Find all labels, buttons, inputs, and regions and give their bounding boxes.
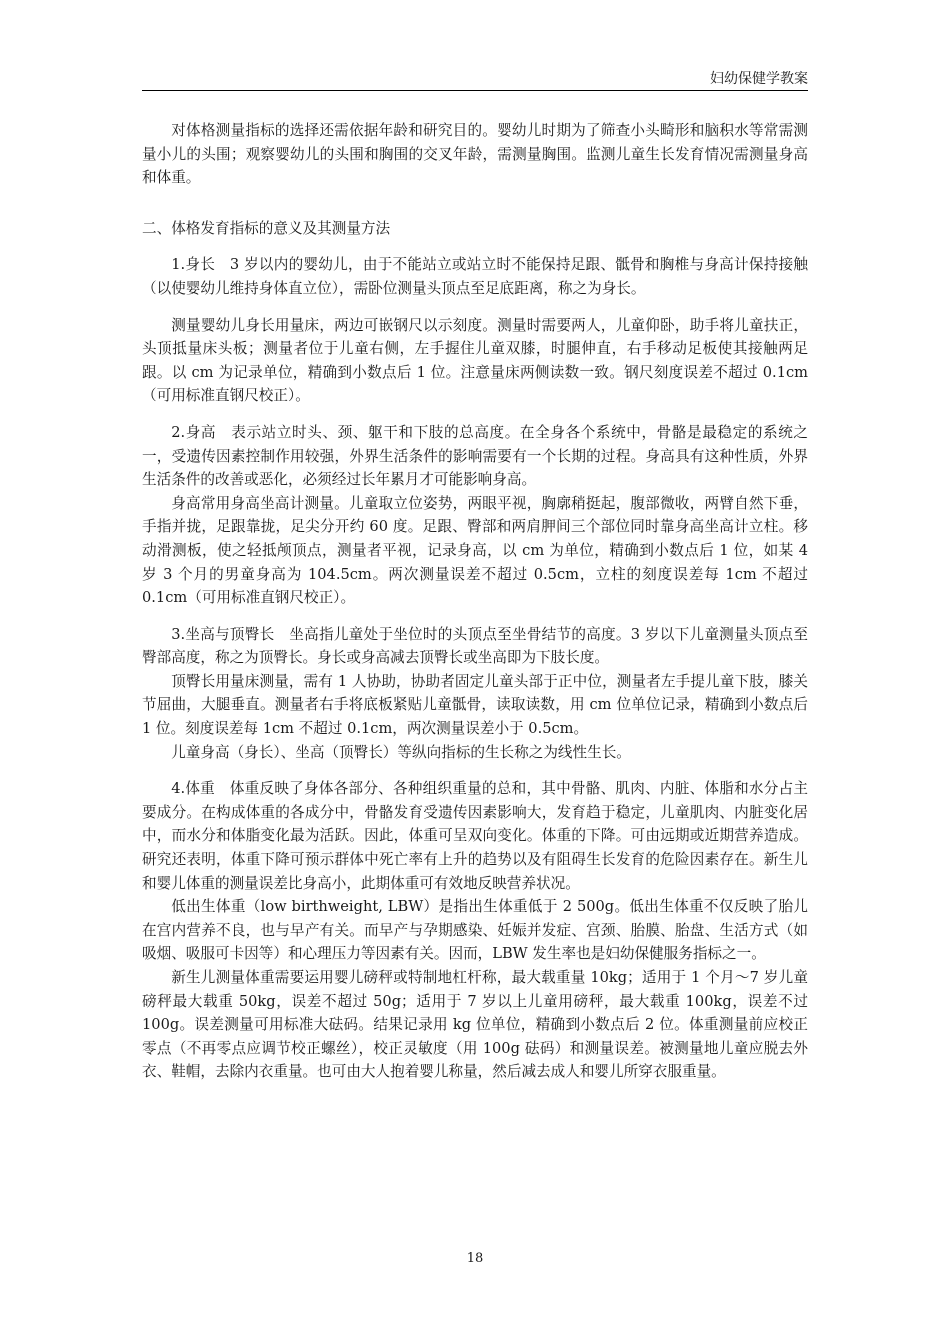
running-header: 妇幼保健学教案	[710, 71, 808, 87]
page-number: 18	[466, 1251, 484, 1266]
paragraph-body-length-method: 测量婴幼儿身长用量床，两边可嵌钢尺以示刻度。测量时需要两人，儿童仰卧，助手将儿童扶正，头顶抵量床头板；测量者位于儿童右侧，左手握住儿童双膝，时腿伸直，右手移动足板使其接触两足跟。以 cm 为记录单位，精确到小数点后 1 位。注意量床两侧读数一致。钢尺刻度误差不超过 0.1cm（可用标准直钢尺校正）。	[142, 316, 808, 405]
paragraph-body-length: 1.身长 3 岁以内的婴幼儿，由于不能站立或站立时不能保持足跟、骶骨和胸椎与身高计保持接触（以使婴幼儿维持身体直立位），需卧位测量头顶点至足底距离，称之为身长。	[142, 256, 808, 297]
paragraph-height: 2.身高 表示站立时头、颈、躯干和下肢的总高度。在全身各个系统中，骨骼是最稳定的系统之一，受遗传因素控制作用较强，外界生活条件的影响需要有一个长期的过程。身高具有这种性质，外界生活条件的改善或恶化，必须经过长年累月才可能影响身高。	[142, 423, 808, 489]
paragraph-linear-growth: 儿童身高（身长）、坐高（顶臀长）等纵向指标的生长称之为线性生长。	[171, 743, 631, 761]
paragraph-weight-method: 新生儿测量体重需要运用婴儿磅秤或特制地杠杆称，最大载重量 10kg；适用于 1 个月～7 岁儿童磅秤最大载重 50kg，误差不超过 50g；适用于 7 岁以上儿童用磅秤，最大载重 100kg，误差不过 100g。误差测量可用标准大砝码。结果记录用 kg 位单位，精确到小数点后 2 位。体重测量前应校正零点（不再零点应调节校正螺丝），校正灵敏度（用 100g 砝码）和测量误差。被测量地儿童应脱去外衣、鞋帽，去除内衣重量。也可由大人抱着婴儿称量，然后减去成人和婴儿所穿衣服重量。	[142, 969, 808, 1081]
paragraph-sitting-height: 3.坐高与顶臀长 坐高指儿童处于坐位时的头顶点至坐骨结节的高度。3 岁以下儿童测量头顶点至臀部高度，称之为顶臀长。身长或身高减去顶臀长或坐高即为下肢长度。	[142, 625, 808, 667]
paragraph-height-method: 身高常用身高坐高计测量。儿童取立位姿势，两眼平视，胸廓稍挺起，腹部微收，两臂自然下垂，手指并拢，足跟靠拢，足尖分开约 60 度。足跟、臀部和两肩胛间三个部位同时靠身高坐高计立柱。移动滑测板，使之轻抵颅顶点，测量者平视，记录身高，以 cm 为单位，精确到小数点后 1 位，如某 4 岁 3 个月的男童身高为 104.5cm。两次测量误差不超过 0.5cm，立柱的刻度误差每 1cm 不超过 0.1cm（可用标准直钢尺校正）。	[142, 494, 808, 607]
paragraph-low-birthweight: 低出生体重（low birthweight, LBW）是指出生体重低于 2 500g。低出生体重不仅反映了胎儿在宫内营养不良，也与早产有关。而早产与孕期感染、妊娠并发症、宫颈、胎膜、胎盘、生活方式（如吸烟、吸服可卡因等）和心理压力等因素有关。因而，LBW 发生率也是妇幼保健服务指标之一。	[142, 898, 808, 963]
body-text	[142, 119, 808, 1084]
paragraph-crown-rump-method: 顶臀长用量床测量，需有 1 人协助，协助者固定儿童头部于正中位，测量者左手提儿童下肢，膝关节屈曲，大腿垂直。测量者右手将底板紧贴儿童骶骨，读取读数，用 cm 位单位记录，精确到小数点后 1 位。刻度误差每 1cm 不超过 0.1cm，两次测量误差小于 0.5cm。	[142, 672, 808, 738]
paragraph-measurement-selection: 对体格测量指标的选择还需依据年龄和研究目的。婴幼儿时期为了筛查小头畸形和脑积水等常需测量小儿的头围；观察婴幼儿的头围和胸围的交叉年龄，需测量胸围。监测儿童生长发育情况需测量身高和体重。	[142, 122, 808, 187]
paragraph-weight: 4.体重 体重反映了身体各部分、各种组织重量的总和，其中骨骼、肌肉、内脏、体脂和水分占主要成分。在构成体重的各成分中，骨骼发育受遗传因素影响大，发育趋于稳定，儿童肌肉、内脏变化居中，而水分和体脂变化最为活跃。因此，体重可呈双向变化。体重的下降。可由远期或近期营养造成。研究还表明，体重下降可预示群体中死亡率有上升的趋势以及有阻碍生长发育的危险因素存在。新生儿和婴儿体重的测量误差比身高小，此期体重可有效地反映营养状况。	[142, 780, 808, 892]
section-heading: 二、体格发育指标的意义及其测量方法	[142, 219, 391, 237]
header-rule	[142, 90, 808, 91]
